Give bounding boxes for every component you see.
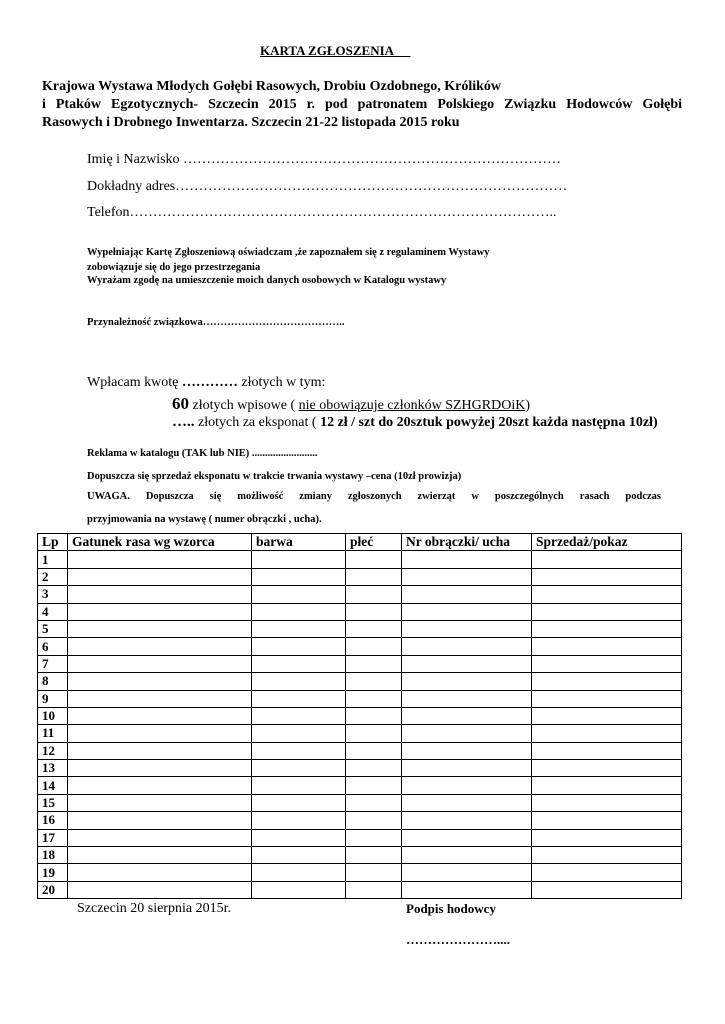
sex-cell[interactable]	[346, 864, 402, 881]
sale-show-cell[interactable]	[532, 760, 682, 777]
breed-cell[interactable]	[68, 812, 252, 829]
table-row	[38, 655, 682, 672]
color-cell[interactable]	[252, 707, 346, 724]
row-number: 3	[38, 586, 68, 603]
sex-cell[interactable]	[346, 725, 402, 742]
sex-cell[interactable]	[346, 881, 402, 898]
sale-show-cell[interactable]	[532, 568, 682, 585]
row-number: 13	[38, 760, 68, 777]
row-number: 18	[38, 847, 68, 864]
row-number: 15	[38, 794, 68, 811]
row-number: 14	[38, 777, 68, 794]
entry-fee-line: 60 złotych wpisowe ( nie obowiązuje członków SZHGRDOiK)	[172, 394, 531, 413]
color-cell[interactable]	[252, 742, 346, 759]
breed-cell[interactable]	[68, 568, 252, 585]
union-membership-field[interactable]: Przynależność związkowa…………………………………..	[87, 317, 345, 328]
ring-number-cell[interactable]	[402, 673, 532, 690]
breed-cell[interactable]	[68, 760, 252, 777]
sale-show-cell[interactable]	[532, 655, 682, 672]
table-row	[38, 551, 682, 568]
color-cell[interactable]	[252, 568, 346, 585]
table-row	[38, 847, 682, 864]
sale-show-cell[interactable]	[532, 829, 682, 846]
sale-show-cell[interactable]	[532, 673, 682, 690]
page-title: KARTA ZGŁOSZENIA	[260, 43, 395, 58]
breed-cell[interactable]	[68, 673, 252, 690]
intro-line-2: i Ptaków Egzotycznych- Szczecin 2015 r. pod patronatem Polskiego Związku Hodowców Gołębi	[42, 97, 682, 112]
table-row	[38, 742, 682, 759]
row-number: 4	[38, 603, 68, 620]
sale-show-cell[interactable]	[532, 586, 682, 603]
breed-cell[interactable]	[68, 881, 252, 898]
color-cell[interactable]	[252, 655, 346, 672]
payment-amount-line: Wpłacam kwotę ………… złotych w tym:	[87, 375, 326, 390]
sale-show-cell[interactable]	[532, 777, 682, 794]
ring-number-cell[interactable]	[402, 881, 532, 898]
exhibit-fee-rate: 12 zł / szt do 20sztuk powyżej 20szt każda następna 10zł)	[320, 415, 658, 430]
row-number: 17	[38, 829, 68, 846]
entry-fee-note: nie obowiązuje członków SZHGRDOiK	[298, 398, 526, 413]
sex-cell[interactable]	[346, 690, 402, 707]
color-cell[interactable]	[252, 847, 346, 864]
table-header-row	[38, 534, 682, 551]
breed-cell[interactable]	[68, 655, 252, 672]
color-cell[interactable]	[252, 690, 346, 707]
row-number: 8	[38, 673, 68, 690]
sale-show-cell[interactable]	[532, 864, 682, 881]
ring-number-cell[interactable]	[402, 777, 532, 794]
row-number: 9	[38, 690, 68, 707]
color-cell[interactable]	[252, 603, 346, 620]
sex-cell[interactable]	[346, 794, 402, 811]
sale-show-cell[interactable]	[532, 638, 682, 655]
row-number: 1	[38, 551, 68, 568]
breed-cell[interactable]	[68, 847, 252, 864]
row-number: 19	[38, 864, 68, 881]
breed-cell[interactable]	[68, 794, 252, 811]
sex-cell[interactable]	[346, 568, 402, 585]
intro-line-1: Krajowa Wystawa Młodych Gołębi Rasowych, Drobiu Ozdobnego, Królików	[42, 79, 502, 94]
breed-cell[interactable]	[68, 829, 252, 846]
table-row	[38, 690, 682, 707]
sale-note: Dopuszcza się sprzedaż eksponatu w trakcie trwania wystawy –cena (10zł prowizja)	[87, 471, 462, 482]
sale-show-cell[interactable]	[532, 620, 682, 637]
ring-number-cell[interactable]	[402, 655, 532, 672]
header-color: barwa	[252, 534, 346, 551]
sex-cell[interactable]	[346, 586, 402, 603]
ring-number-cell[interactable]	[402, 551, 532, 568]
ring-number-cell[interactable]	[402, 864, 532, 881]
header-sex: płeć	[346, 534, 402, 551]
phone-field[interactable]: Telefon………………………………………………………………………………..	[87, 205, 557, 220]
sex-cell[interactable]	[346, 638, 402, 655]
table-row	[38, 620, 682, 637]
sale-show-cell[interactable]	[532, 707, 682, 724]
table-row	[38, 864, 682, 881]
ring-number-cell[interactable]	[402, 847, 532, 864]
declaration-line-2: zobowiązuje się do jego przestrzegania	[87, 262, 261, 273]
sale-show-cell[interactable]	[532, 603, 682, 620]
color-cell[interactable]	[252, 725, 346, 742]
header-breed: Gatunek rasa wg wzorca	[68, 534, 252, 551]
sale-show-cell[interactable]	[532, 812, 682, 829]
sale-show-cell[interactable]	[532, 551, 682, 568]
breed-cell[interactable]	[68, 777, 252, 794]
table-row	[38, 603, 682, 620]
signature-field[interactable]: …………………....	[406, 932, 510, 947]
row-number: 10	[38, 707, 68, 724]
table-row	[38, 760, 682, 777]
ring-number-cell[interactable]	[402, 742, 532, 759]
table-row	[38, 829, 682, 846]
row-number: 5	[38, 620, 68, 637]
sex-cell[interactable]	[346, 847, 402, 864]
row-number: 16	[38, 812, 68, 829]
sex-cell[interactable]	[346, 760, 402, 777]
signature-label: Podpis hodowcy	[406, 901, 496, 916]
footer-date: Szczecin 20 sierpnia 2015r.	[77, 901, 231, 916]
row-number: 20	[38, 881, 68, 898]
breed-cell[interactable]	[68, 551, 252, 568]
row-number: 7	[38, 655, 68, 672]
ring-number-cell[interactable]	[402, 586, 532, 603]
sale-show-cell[interactable]	[532, 725, 682, 742]
catalog-advert-field[interactable]: Reklama w katalogu (TAK lub NIE) .........................	[87, 448, 318, 459]
event-description	[42, 78, 682, 132]
sex-cell[interactable]	[346, 777, 402, 794]
entries-table	[37, 533, 682, 899]
ring-number-cell[interactable]	[402, 794, 532, 811]
warning-line-2: przyjmowania na wystawę ( numer obrączki , ucha).	[87, 514, 322, 525]
ring-number-cell[interactable]	[402, 603, 532, 620]
ring-number-cell[interactable]	[402, 620, 532, 637]
ring-number-cell[interactable]	[402, 638, 532, 655]
address-field[interactable]: Dokładny adres…………………………………………………………………………	[87, 179, 568, 194]
sale-show-cell[interactable]	[532, 881, 682, 898]
breed-cell[interactable]	[68, 725, 252, 742]
table-row	[38, 881, 682, 898]
color-cell[interactable]	[252, 760, 346, 777]
color-cell[interactable]	[252, 777, 346, 794]
row-number: 6	[38, 638, 68, 655]
name-field[interactable]: Imię i Nazwisko ………………………………………………………………………	[87, 152, 562, 167]
table-row	[38, 673, 682, 690]
ring-number-cell[interactable]	[402, 707, 532, 724]
breed-cell[interactable]	[68, 638, 252, 655]
header-sale-show: Sprzedaż/pokaz	[532, 534, 682, 551]
color-cell[interactable]	[252, 829, 346, 846]
sale-show-cell[interactable]	[532, 794, 682, 811]
table-row	[38, 777, 682, 794]
sale-show-cell[interactable]	[532, 690, 682, 707]
ring-number-cell[interactable]	[402, 812, 532, 829]
row-number: 2	[38, 568, 68, 585]
sex-cell[interactable]	[346, 551, 402, 568]
sex-cell[interactable]	[346, 707, 402, 724]
breed-cell[interactable]	[68, 586, 252, 603]
breed-cell[interactable]	[68, 742, 252, 759]
exhibit-fee-blank[interactable]: …..	[172, 414, 195, 430]
sex-cell[interactable]	[346, 829, 402, 846]
declaration-line-1: Wypełniając Kartę Zgłoszeniową oświadczam ,że zapoznałem się z regulaminem Wystawy	[87, 247, 490, 258]
table-row	[38, 794, 682, 811]
breed-cell[interactable]	[68, 603, 252, 620]
color-cell[interactable]	[252, 551, 346, 568]
sex-cell[interactable]	[346, 812, 402, 829]
breed-cell[interactable]	[68, 690, 252, 707]
color-cell[interactable]	[252, 586, 346, 603]
sex-cell[interactable]	[346, 742, 402, 759]
sex-cell[interactable]	[346, 673, 402, 690]
color-cell[interactable]	[252, 620, 346, 637]
sex-cell[interactable]	[346, 603, 402, 620]
declaration-line-3: Wyrażam zgodę na umieszczenie moich danych osobowych w Katalogu wystawy	[87, 275, 447, 286]
table-row	[38, 707, 682, 724]
table-row	[38, 725, 682, 742]
sale-show-cell[interactable]	[532, 847, 682, 864]
row-number: 12	[38, 742, 68, 759]
color-cell[interactable]	[252, 794, 346, 811]
intro-line-3: Rasowych i Drobnego Inwentarza. Szczecin 21-22 listopada 2015 roku	[42, 115, 460, 130]
color-cell[interactable]	[252, 638, 346, 655]
ring-number-cell[interactable]	[402, 760, 532, 777]
table-row	[38, 812, 682, 829]
ring-number-cell[interactable]	[402, 690, 532, 707]
color-cell[interactable]	[252, 881, 346, 898]
color-cell[interactable]	[252, 812, 346, 829]
table-row	[38, 568, 682, 585]
entry-fee-amount: 60	[172, 394, 189, 413]
header-ring-number: Nr obrączki/ ucha	[402, 534, 532, 551]
ring-number-cell[interactable]	[402, 568, 532, 585]
breed-cell[interactable]	[68, 864, 252, 881]
sex-cell[interactable]	[346, 655, 402, 672]
row-number: 11	[38, 725, 68, 742]
ring-number-cell[interactable]	[402, 829, 532, 846]
ring-number-cell[interactable]	[402, 725, 532, 742]
color-cell[interactable]	[252, 864, 346, 881]
sex-cell[interactable]	[346, 620, 402, 637]
breed-cell[interactable]	[68, 707, 252, 724]
sale-show-cell[interactable]	[532, 742, 682, 759]
header-lp: Lp	[38, 534, 68, 551]
color-cell[interactable]	[252, 673, 346, 690]
exhibit-fee-line: ….. złotych za eksponat ( 12 zł / szt do 20sztuk powyżej 20szt każda następna 10zł)	[172, 414, 658, 430]
breed-cell[interactable]	[68, 620, 252, 637]
table-row	[38, 586, 682, 603]
table-row	[38, 638, 682, 655]
warning-line-1: UWAGA. Dopuszcza się możliwość zmiany zgłoszonych zwierząt w poszczególnych rasach podczas	[87, 491, 661, 502]
payment-amount-blank[interactable]: …………	[181, 375, 238, 390]
